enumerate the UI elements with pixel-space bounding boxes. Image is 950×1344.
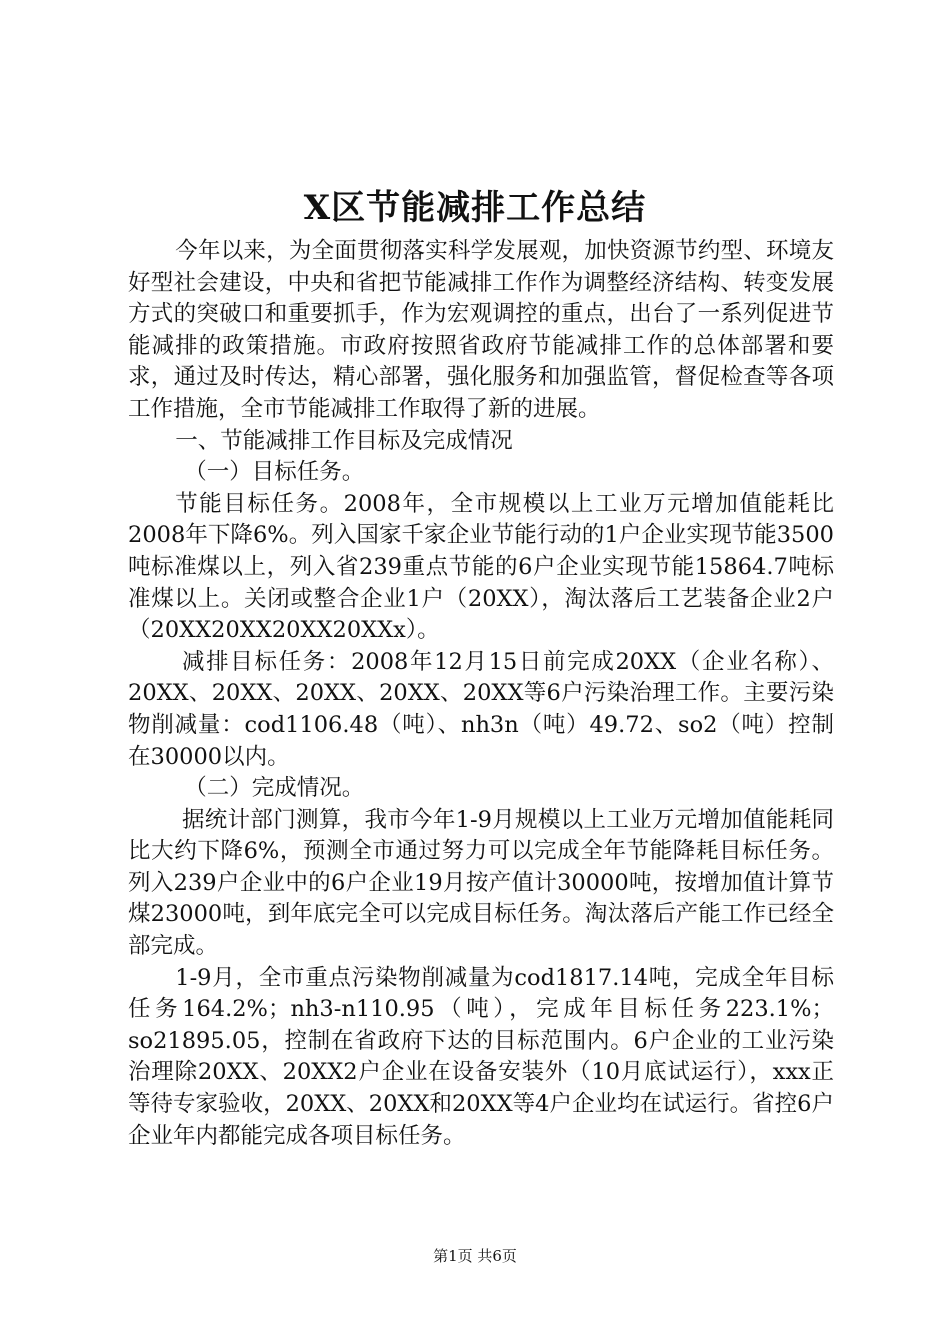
energy-target-paragraph: 节能目标任务。2008年，全市规模以上工业万元增加值能耗比2008年下降6%。列入国家千家企业节能行动的1户企业实现节能3500吨标准煤以上，列入省239重点节能的6户企业实现节能15864.7吨标准煤以上。关闭或整合企业1户（20XX），淘汰落后工艺装备企业2户（20XX20XX20XX20XXx）。: [128, 490, 834, 644]
emission-target-paragraph: 减排目标任务：2008年12月15日前完成20XX（企业名称）、20XX、20XX、20XX、20XX、20XX等6户污染治理工作。主要污染物削减量：cod1106.48（吨）、nh3n（吨）49.72、so2（吨）控制在30000以内。: [128, 648, 834, 770]
emission-completion-paragraph: 1-9月，全市重点污染物削减量为cod1817.14吨，完成全年目标任务164.2%；nh3-n110.95（吨），完成年目标任务223.1%；so21895.05，控制在省政府下达的目标范围内。6户企业的工业污染治理除20XX、20XX2户企业在设备安装外（10月底试运行），xxx正等待专家验收，20XX、20XX和20XX等4户企业均在试运行。省控6户企业年内都能完成各项目标任务。: [128, 964, 834, 1149]
subsection-heading-completion: （二）完成情况。: [184, 775, 365, 802]
energy-completion-paragraph: 据统计部门测算，我市今年1-9月规模以上工业万元增加值能耗同比大约下降6%，预测全市通过努力可以完成全年节能降耗目标任务。列入239户企业中的6户企业19月按产值计30000吨，按增加值计算节煤23000吨，到年底完全可以完成目标任务。淘汰落后产能工作已经全部完成。: [128, 806, 834, 960]
page-number-footer: 第1页 共6页: [433, 1247, 517, 1265]
document-title: X区节能减排工作总结: [303, 188, 647, 228]
intro-paragraph: 今年以来，为全面贯彻落实科学发展观，加快资源节约型、环境友好型社会建设，中央和省把节能减排工作作为调整经济结构、转变发展方式的突破口和重要抓手，作为宏观调控的重点，出台了一系列促进节能减排的政策措施。市政府按照省政府节能减排工作的总体部署和要求，通过及时传达，精心部署，强化服务和加强监管，督促检查等各项工作措施，全市节能减排工作取得了新的进展。: [128, 238, 834, 422]
subsection-heading-targets: （一）目标任务。: [184, 459, 365, 486]
document-body: [128, 236, 834, 1152]
section-heading-1: 一、节能减排工作目标及完成情况: [175, 427, 513, 454]
